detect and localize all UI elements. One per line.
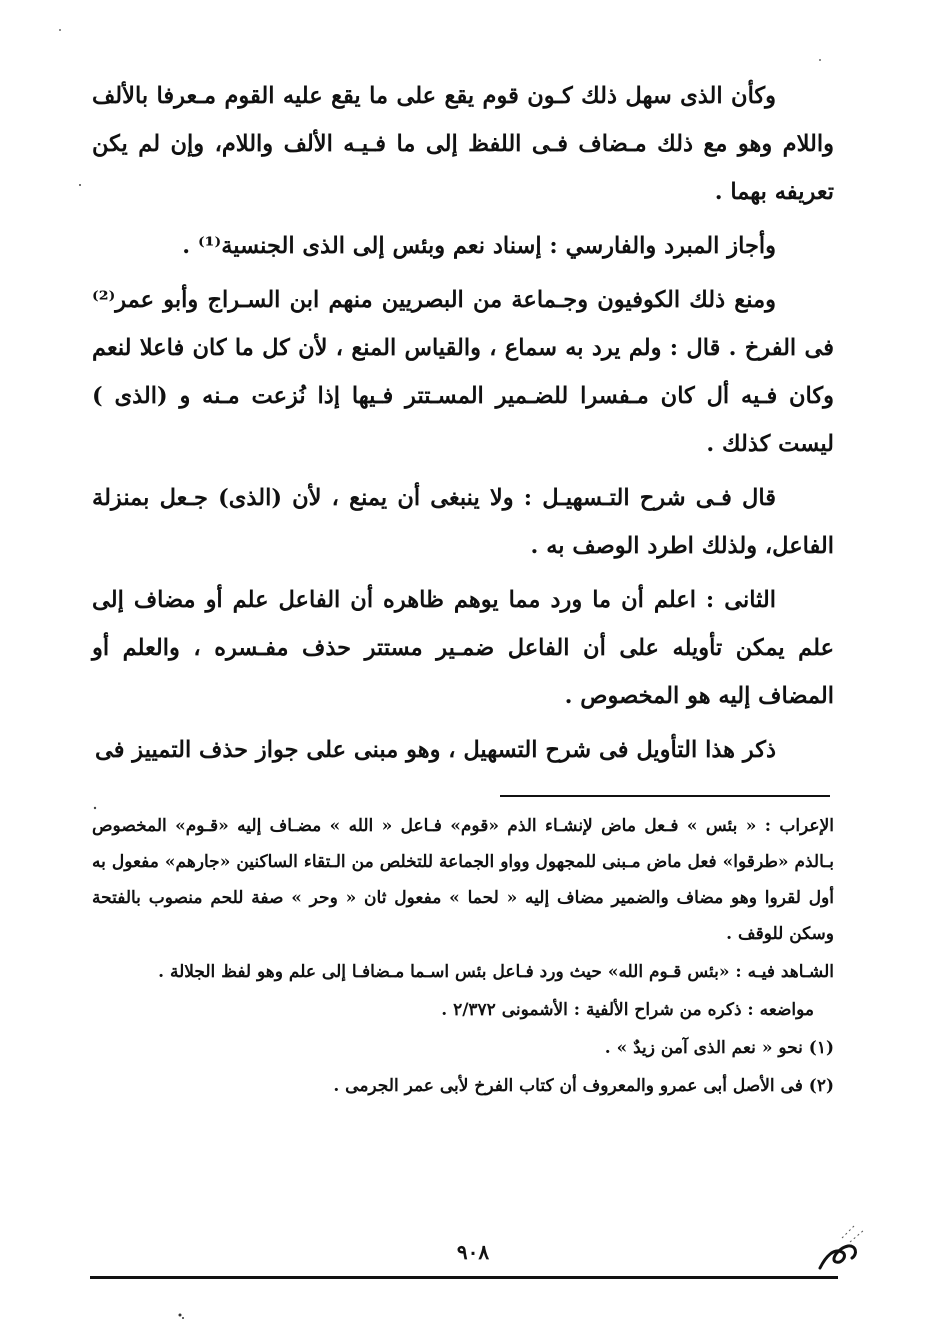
handwritten-mark-icon — [812, 1218, 872, 1278]
footnote-irab: الإعراب : « بئس » فـعل ماض لإنشـاء الذم «قوم» فـاعل « الله » مضـاف إليه «قـوم» المخصوص بـالذم «طرقوا» فعل ماض مـبنى للمجهول وواو الجماعة للتخلص من الـتقاء الساكنين «جارهم» مفعول به أول لقروا وهو مضاف والضمير مضاف إليه « لحما » مفعول ثان « وحر » صفة للحم منصوب بالفتحة وسكن للوقف . — [92, 816, 834, 944]
paragraph-5: الثانى : اعلم أن ما ورد مما يوهم ظاهره أن الفاعل علم أو مضاف إلى علم يمكن تأويله على أن الفاعل ضمـير مستتر حذف مفـسره ، والعلم أو المضاف إليه هو المخصوص . — [92, 587, 834, 709]
footnotes — [92, 808, 834, 1104]
paragraph-3: ومنع ذلك الكوفيون وجـماعة من البصريين منهم ابن السـراج وأبو عمر⁽²⁾ فى الفرخ . قال : ولم يرد به سماع ، والقياس المنع ، لأن كل ما كان فاعلا لنعم وكان فـيه أل كان مـفسرا للضـمير المسـتتر فـيها إذا نُزعت مـنه و (الذى ) ليست كذلك . — [92, 287, 834, 457]
main-text — [92, 72, 834, 774]
page-number: ٩٠٨ — [456, 1240, 490, 1264]
paragraph-2: وأجاز المبرد والفارسي : إسناد نعم وبئس إلى الذى الجنسية⁽¹⁾ . — [182, 233, 776, 259]
bottom-rule — [90, 1276, 838, 1279]
footnote-1: (١) نحو « نعم الذى آمن زيدٌ » . — [604, 1038, 834, 1058]
footnote-2: (٢) فى الأصل أبى عمرو والمعروف أن كتاب الفرخ لأبى عمر الجرمى . — [333, 1076, 834, 1096]
footnote-shahid: الشـاهد فيـه : «بئس قـوم الله» حيث ورد فـاعل بئس اسـما مـضافـا إلى علم وهو لفظ الجلالة . — [158, 962, 834, 982]
paragraph-6: ذكر هذا التأويل فى شرح التسهيل ، وهو مبنى على جواز حذف التمييز فى — [94, 737, 776, 763]
paragraph-4: قال فـى شرح التـسهيـل : ولا ينبغى أن يمنع ، لأن (الذى) جـعل بمنزلة الفاعل، ولذلك اطرد الوصف به . — [92, 485, 834, 559]
paragraph-1: وكأن الذى سهل ذلك كـون قوم يقع على ما يقع عليه القوم مـعرفا بالألف واللام وهو مع ذلك مـضاف فـى اللفظ إلى ما فـيـه الألف واللام، وإن لم يكن تعريفه بهما . — [92, 83, 834, 205]
footnote-sources: مواضعه : ذكره من شراح الألفية : الأشمونى ٢/٣٧٢ . — [441, 1000, 814, 1020]
footnote-separator — [500, 795, 830, 797]
